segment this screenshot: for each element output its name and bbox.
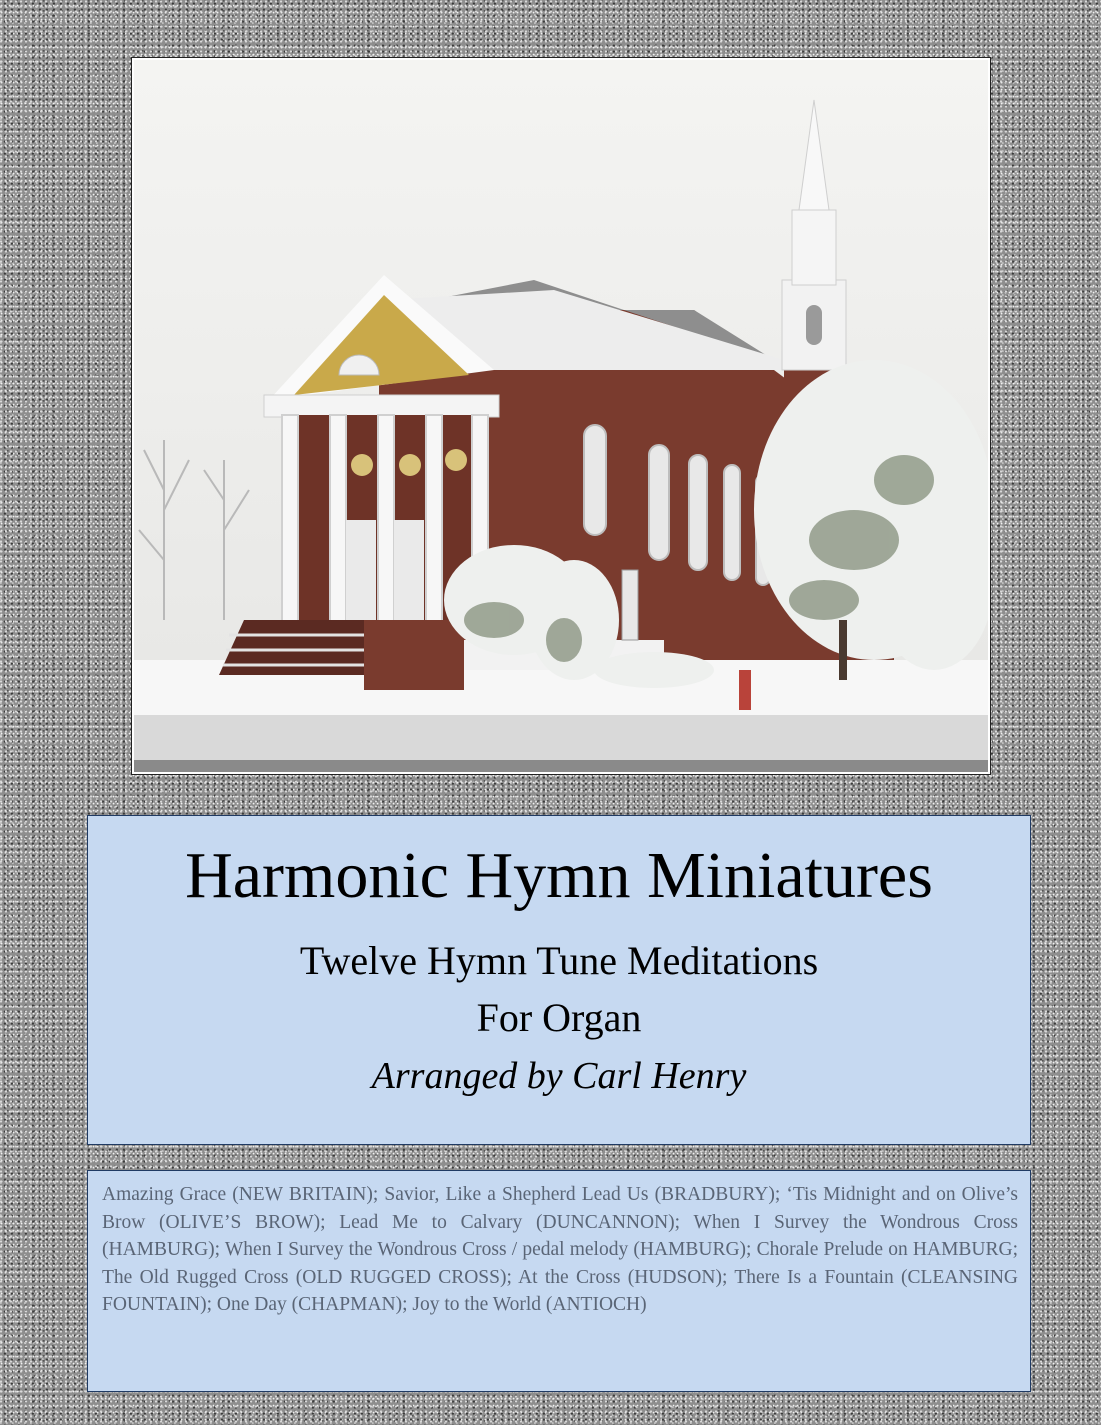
contents-panel <box>87 1170 1031 1392</box>
cover-subtitle: Twelve Hymn Tune Meditations <box>299 938 819 983</box>
cover-title: Harmonic Hymn Miniatures <box>185 839 933 912</box>
contents-list: Amazing Grace (NEW BRITAIN); Savior, Like a Shepherd Lead Us (BRADBURY); ‘Tis Midnight and on Olive’s Brow (OLIVE’S BROW); Lead Me to Calvary (DUNCANNON); When I Survey the Wondrous Cross (HAMBURG); When I Survey the Wondrous Cross / pedal melody (HAMBURG); Chorale Prelude on HAMBURG; The Old Rugged Cross (OLD RUGGED CROSS); At the Cross (HUDSON); There Is a Fountain (CLEANSING FOUNTAIN); One Day (CHAPMAN); Joy to the World (ANTIOCH) <box>102 1184 1018 1315</box>
cover-instrument: For Organ <box>476 995 642 1040</box>
title-panel <box>87 815 1031 1145</box>
cover-arranger: Arranged by Carl Henry <box>371 1055 747 1097</box>
church-photo <box>134 60 988 772</box>
cover-photo <box>131 57 991 775</box>
